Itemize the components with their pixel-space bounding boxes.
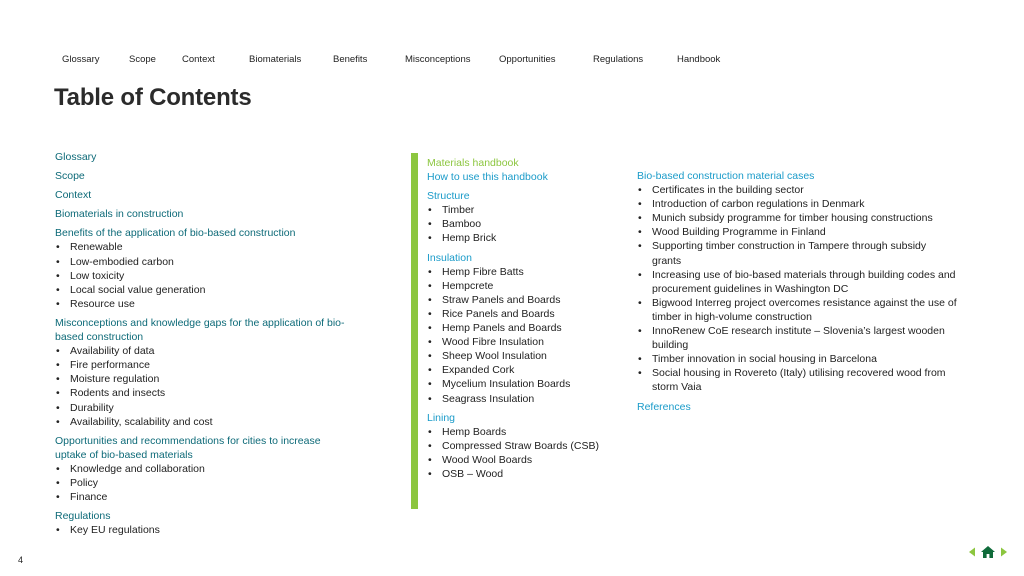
list-item: • Local social value generation: [55, 283, 345, 297]
list-item: • Policy: [55, 476, 345, 490]
nav-regulations[interactable]: Regulations: [593, 54, 644, 65]
toc-column-2: [427, 156, 617, 481]
previous-page-icon[interactable]: [969, 548, 975, 557]
list-item: • Seagrass Insulation: [427, 392, 617, 406]
list-item: • Hempcrete: [427, 279, 617, 293]
top-navigation: [0, 54, 1024, 68]
list-item: • Social housing in Rovereto (Italy) utilising recovered wood from storm Vaia: [637, 366, 957, 394]
list-item: • Hemp Fibre Batts: [427, 265, 617, 279]
list-item: • Fire performance: [55, 358, 345, 372]
regulations-list: [55, 523, 345, 537]
toc-link-regulations[interactable]: Regulations: [55, 510, 111, 523]
list-item: • Straw Panels and Boards: [427, 293, 617, 307]
handbook-accent-bar: [411, 153, 418, 509]
list-item: • InnoRenew CoE research institute – Slovenia’s largest wooden building: [637, 324, 957, 352]
toc-link-biomaterials[interactable]: Biomaterials in construction: [55, 208, 184, 221]
toc-link-how-to-use[interactable]: How to use this handbook: [427, 171, 548, 184]
list-item: • Resource use: [55, 297, 345, 311]
list-item: • Finance: [55, 490, 345, 504]
list-item: • Rodents and insects: [55, 386, 345, 400]
list-item: • Rice Panels and Boards: [427, 307, 617, 321]
cases-list: [637, 183, 957, 394]
list-item: • Moisture regulation: [55, 372, 345, 386]
nav-handbook[interactable]: Handbook: [677, 54, 721, 65]
list-item: • Availability, scalability and cost: [55, 415, 345, 429]
list-item: • Low toxicity: [55, 269, 345, 283]
list-item: • Durability: [55, 401, 345, 415]
toc-link-opportunities[interactable]: Opportunities and recommendations for cities to increase uptake of bio-based materials: [55, 434, 321, 461]
toc-link-misconceptions[interactable]: Misconceptions and knowledge gaps for the application of bio-based construction: [55, 316, 345, 344]
list-item: • Wood Building Programme in Finland: [637, 225, 957, 239]
toc-link-references[interactable]: References: [637, 400, 691, 413]
list-item: • Hemp Panels and Boards: [427, 321, 617, 335]
toc-link-context[interactable]: Context: [55, 189, 92, 202]
page-title: Table of Contents: [54, 84, 252, 111]
toc-link-glossary[interactable]: Glossary: [55, 151, 97, 163]
nav-misconceptions[interactable]: Misconceptions: [405, 54, 471, 65]
toc-column-3: [637, 169, 957, 414]
toc-link-materials-handbook[interactable]: Materials handbook: [427, 157, 519, 169]
nav-glossary[interactable]: Glossary: [62, 54, 100, 65]
list-item: • Introduction of carbon regulations in Denmark: [637, 197, 957, 211]
nav-opportunities[interactable]: Opportunities: [499, 54, 556, 65]
list-item: • Wood Fibre Insulation: [427, 335, 617, 349]
list-item: • Expanded Cork: [427, 363, 617, 377]
list-item: • Certificates in the building sector: [637, 183, 957, 197]
list-item: • Knowledge and collaboration: [55, 462, 345, 476]
list-item: • OSB – Wood: [427, 467, 617, 481]
benefits-list: [55, 240, 345, 310]
insulation-list: [427, 265, 617, 406]
list-item: • Low-embodied carbon: [55, 255, 345, 269]
nav-context[interactable]: Context: [182, 54, 215, 65]
list-item: • Key EU regulations: [55, 523, 345, 537]
toc-link-benefits[interactable]: Benefits of the application of bio-based construction: [55, 227, 296, 240]
nav-biomaterials[interactable]: Biomaterials: [249, 54, 302, 65]
opportunities-list: [55, 462, 345, 504]
list-item: • Munich subsidy programme for timber housing constructions: [637, 211, 957, 225]
list-item: • Timber innovation in social housing in Barcelona: [637, 352, 957, 366]
list-item: • Wood Wool Boards: [427, 453, 617, 467]
nav-scope[interactable]: Scope: [129, 54, 156, 65]
list-item: • Bamboo: [427, 217, 617, 231]
list-item: • Hemp Boards: [427, 425, 617, 439]
list-item: • Supporting timber construction in Tampere through subsidy grants: [637, 239, 957, 267]
structure-list: [427, 203, 617, 245]
list-item: • Compressed Straw Boards (CSB): [427, 439, 617, 453]
toc-link-lining[interactable]: Lining: [427, 411, 456, 424]
toc-link-insulation[interactable]: Insulation: [427, 251, 472, 264]
page-navigation: [968, 545, 1008, 559]
misconceptions-list: [55, 344, 345, 429]
home-icon[interactable]: [981, 546, 995, 558]
toc-link-scope[interactable]: Scope: [55, 170, 85, 183]
page-number: 4: [18, 555, 24, 565]
list-item: • Bigwood Interreg project overcomes resistance against the use of timber in high-volume construction: [637, 296, 957, 324]
list-item: • Timber: [427, 203, 617, 217]
toc-column-1: [55, 150, 345, 537]
list-item: • Increasing use of bio-based materials through building codes and procurement guidelines in Washington DC: [637, 268, 957, 296]
list-item: • Renewable: [55, 240, 345, 254]
list-item: • Sheep Wool Insulation: [427, 349, 617, 363]
toc-link-structure[interactable]: Structure: [427, 190, 470, 203]
list-item: • Mycelium Insulation Boards: [427, 377, 617, 391]
next-page-icon[interactable]: [1001, 548, 1007, 557]
list-item: • Hemp Brick: [427, 231, 617, 245]
nav-benefits[interactable]: Benefits: [333, 54, 368, 65]
lining-list: [427, 425, 617, 481]
toc-link-cases[interactable]: Bio-based construction material cases: [637, 170, 815, 182]
list-item: • Availability of data: [55, 344, 345, 358]
